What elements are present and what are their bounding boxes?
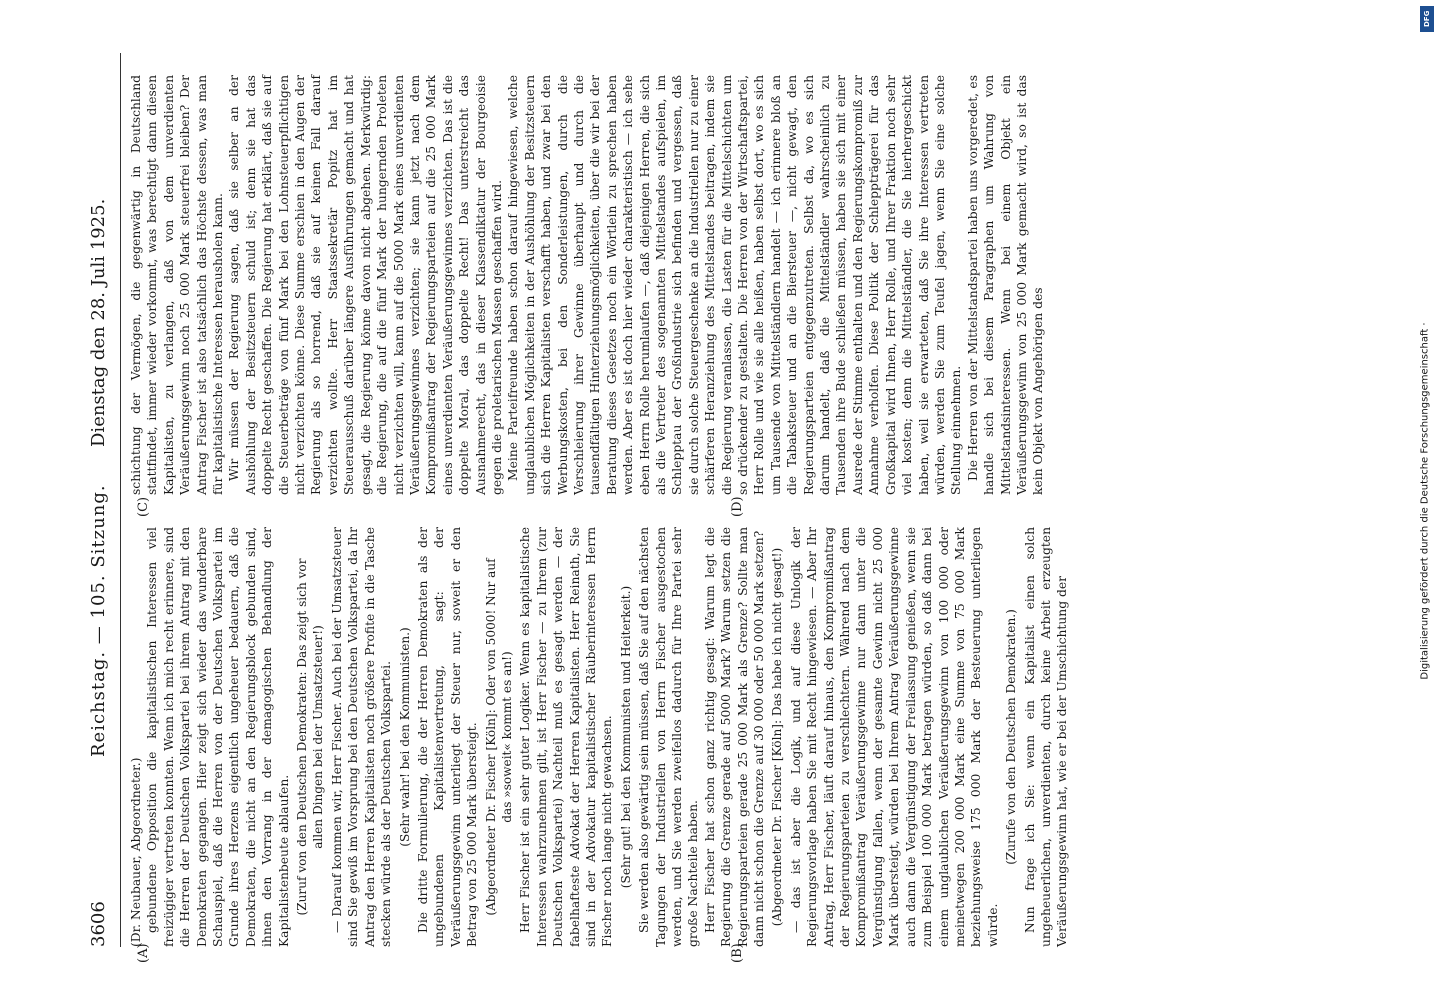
running-header	[88, 53, 120, 947]
rotated-page-content	[80, 35, 1380, 965]
paragraph: gebundene Opposition die kapitalistischen Interessen viel freizügiger vertreten konnten. Wenn ich mich recht erinnere, sind die Herren der Deutschen Volkspartei bei ihrem Antrag mit den Demokraten gegangen. Hier zeigt sich wieder das wunderbare Schauspiel, daß die Herren von der Deutschen Volkspartei im Grunde ihres Herzens eigentlich ungeheuer bedauern, daß die Demokraten, die nicht an den Regierungsblock gebunden sind, ihnen den Vorrang in der demagogischen Behandlung der Kapitalistenbeute ablaufen.	[145, 527, 291, 947]
margin-marker-a: (A)	[136, 943, 151, 963]
speaker-line: (Dr. Neubauer, Abgeordneter.)	[129, 757, 143, 947]
paragraph: — das ist aber die Logik, und auf diese Unlogik der Regierungsvorlage haben Sie mit Recht hingewiesen. — Aber Ihr Antrag, Herr Fischer, läuft darauf hinaus, den Kompromißantrag der Regierungsparteien zu verschlechtern. Während nach dem Kompromißantrag Veräußerungsgewinne nur dann unter die Vergünstigung fallen, wenn der gesamte Gewinn nicht 25 000 Mark übersteigt, würden bei Ihrem Antrag Veräußerungsgewinne auch dann die Vergünstigung der Freilassung genießen, wenn sie zum Beispiel 100 000 Mark betragen würden, so daß dann bei einem unglaublichen Veräußerungsgewinn von 100 000 oder meinetwegen 200 000 Mark eine Summe von 75 000 Mark beziehungsweise 175 000 Mark der Besteuerung unterliegen würde.	[788, 527, 1000, 947]
dfg-credit-text: Digitalisierung gefördert durch die Deutsche Forschungsgemeinschaft ·	[1419, 322, 1431, 680]
header-rule	[120, 53, 121, 947]
header-title-right: Dienstag den 28. Juli 1925.	[88, 198, 109, 447]
interjection: (Sehr wahr! bei den Kommunisten.)	[397, 627, 412, 847]
paragraph: Nun frage ich Sie: wenn ein Kapitalist einen solch ungeheuerlichen, unverdienten, durch keine Arbeit erzeugten Veräußerungsgewinn hat, wie er bei der Umschichtung der	[1022, 527, 1070, 947]
page-number: 3606	[88, 901, 109, 947]
paragraph: Sie werden also gewärtig sein müssen, daß Sie auf den nächsten Tagungen der Industriellen von Herrn Fischer ausgestochen werden, und Sie werden zweifellos dadurch für Ihre Partei sehr große Nachteile haben.	[637, 527, 701, 947]
interjection: (Zurufe von den Deutschen Demokraten.)	[1004, 609, 1019, 865]
header-title-left: Reichstag. — 105. Sitzung.	[88, 484, 109, 757]
text-column-right	[128, 75, 1047, 495]
paragraph: Wir müssen der Regierung sagen, daß sie selber an der Aushöhlung der Besitzsteuern schuld ist; denn sie hat das doppelte Recht geschaffen. Die Regierung hat erklärt, daß sie auf die Steuerbeträge von fünf Mark bei den Lohnsteuerpflichtigen nicht verzichten könne. Diese Summe erschien in den Augen der Regierung als so horrend, daß sie auf keinen Fall darauf verzichten wollte. Herr Staatssekretär Popitz hat im Steuerausschuß darüber längere Ausführungen gemacht und hat gesagt, die Regierung könne davon nicht abgehen. Merkwürdig: die Regierung, die auf die fünf Mark der hungernden Proleten nicht verzichten will, kann auf die 5000 Mark eines unverdienten Veräußerungsgewinnes verzichten; sie kann jetzt nach dem Kompromißantrag der Regierungsparteien auf die 25 000 Mark eines unverdienten Veräußerungsgewinnes verzichten. Das ist die doppelte Moral, das doppelte Recht! Das unterstreicht das Ausnahmerecht, das in dieser Klassendiktatur der Bourgeoisie gegen die proletarischen Massen geschaffen wird.	[227, 75, 504, 495]
margin-marker-b: (B)	[730, 943, 745, 963]
paragraph: Meine Parteifreunde haben schon darauf hingewiesen, welche unglaublichen Möglichkeiten in der Aushöhlung der Besitzsteuern sich die Herren Kapitalisten verschafft haben, und zwar bei den Werbungskosten, bei den Sonderleistungen, durch die Verschleierung ihrer Gewinne überhaupt und durch die tausendfältigen Hinterziehungsmöglichkeiten, über die wir bei der Beratung dieses Gesetzes noch ein Wörtlein zu sprechen haben werden. Aber es ist doch hier wieder charakteristisch — ich sehe eben Herrn Rolle herumlaufen —, daß diejenigen Herren, die sich als die Vertreter des sogenannten Mittelstandes aufspielen, im Schlepptau der Großindustrie sich befinden und vergessen, daß sie durch solche Steuergeschenke an die Industriellen nur zu einer schärferen Heranziehung des Mittelstandes beitragen, indem sie die Regierung veranlassen, die Lasten für die Mittelschichten um so drückender zu gestalten. Die Herren von der Wirtschaftspartei, Herr Rolle und wie sie alle heißen, haben selbst dort, wo es sich um Tausende von Mittelständlern handelt — ich erinnere bloß an die Tabaksteuer und an die Biersteuer —, nicht gewagt, den Regierungsparteien entgegenzutreten. Selbst da, wo es sich darum handelt, daß die Mittelständler wahrscheinlich zu Tausenden ihre Bude schließen müssen, haben sie sich mit einer Ausrede der Stimme enthalten und den Regierungskompromiß zur Annahme verholfen. Diese Politik der Schleppträgerei für das Großkapital wird Ihnen, Herr Rolle, und Ihrer Fraktion noch sehr viel kosten; denn die Mittelständler, die Sie hierhergeschickt haben, weil sie erwarteten, daß Sie ihre Interessen vertreten würden, werden Sie zum Teufel jagen, wenn Sie eine solche Stellung einnehmen.	[506, 75, 964, 495]
interjection: (Zuruf von den Deutschen Demokraten: Das zeigt sich vor allen Dingen bei der Umsatzsteuer!)	[295, 558, 326, 916]
interjection: (Sehr gut! bei den Kommunisten und Heiterkeit.)	[618, 585, 633, 889]
interjection: (Abgeordneter Dr. Fischer [Köln]: Das habe ich nicht gesagt!)	[770, 547, 785, 927]
margin-marker-d: (D)	[730, 496, 745, 517]
paragraph: Die Herren von der Mittelstandspartei haben uns vorgeredet, es handle sich bei diesem Paragraphen um Wahrung von Mittelstandsinteressen. Wenn bei einem Objekt ein Veräußerungsgewinn von 25 000 Mark gemacht wird, so ist das kein Objekt von Angehörigen des	[965, 75, 1046, 495]
paragraph: — Darauf kommen wir, Herr Fischer. Auch bei der Umsatzsteuer sind Sie gewiß im Vorsprung bei den Deutschen Volkspartei, da Ihr Antrag den Herren Kapitalisten noch größere Profite in die Tasche stecken würde als der Deutschen Volkspartei.	[329, 527, 394, 947]
dfg-credit-strip	[1418, 6, 1432, 996]
paragraph: Die dritte Formulierung, die der Herren Demokraten als der ungebundenen Kapitalistenvertretung, sagt: der Veräußerungsgewinn unterliegt der Steuer nur, soweit er den Betrag von 25 000 Mark übersteigt.	[415, 527, 480, 947]
paragraph: schichtung der Vermögen, die gegenwärtig in Deutschland stattfindet, immer wieder vorkommt, was berechtigt dann diesen Kapitalisten, zu verlangen, daß von dem unverdienten Veräußerungsgewinn noch 25 000 Mark steuerfrei bleiben? Der Antrag Fischer ist also tatsächlich das Höchste dessen, was man für kapitalistische Interessen herausholen kann.	[129, 75, 226, 495]
dfg-logo: DFG	[1420, 6, 1434, 32]
paragraph: Herr Fischer ist ein sehr guter Logiker. Wenn es kapitalistische Interessen wahrzunehmen gilt, ist Herr Fischer — zu Ihrem (zur Deutschen Volkspartei) Nachteil muß es gesagt werden — der fabelhafteste Advokat der Herren Kapitalisten. Herr Reinath, Sie sind in der Advokatur kapitalistischer Räuberinteressen Herrn Fischer noch lange nicht gewachsen.	[518, 527, 615, 947]
margin-marker-c: (C)	[136, 496, 151, 517]
paragraph: Herr Fischer hat schon ganz richtig gesagt: Warum legt die Regierung die Grenze gerade auf 5000 Mark? Warum setzen die Regierungsparteien gerade 25 000 Mark als Grenze? Sollte man dann nicht schon die Grenze auf 30 000 oder 50 000 Mark setzen?	[702, 527, 767, 947]
text-column-left	[128, 527, 1071, 947]
interjection: (Abgeordneter Dr. Fischer [Köln]: Oder von 5000! Nur auf das »soweit« kommt es an!)	[483, 558, 514, 916]
